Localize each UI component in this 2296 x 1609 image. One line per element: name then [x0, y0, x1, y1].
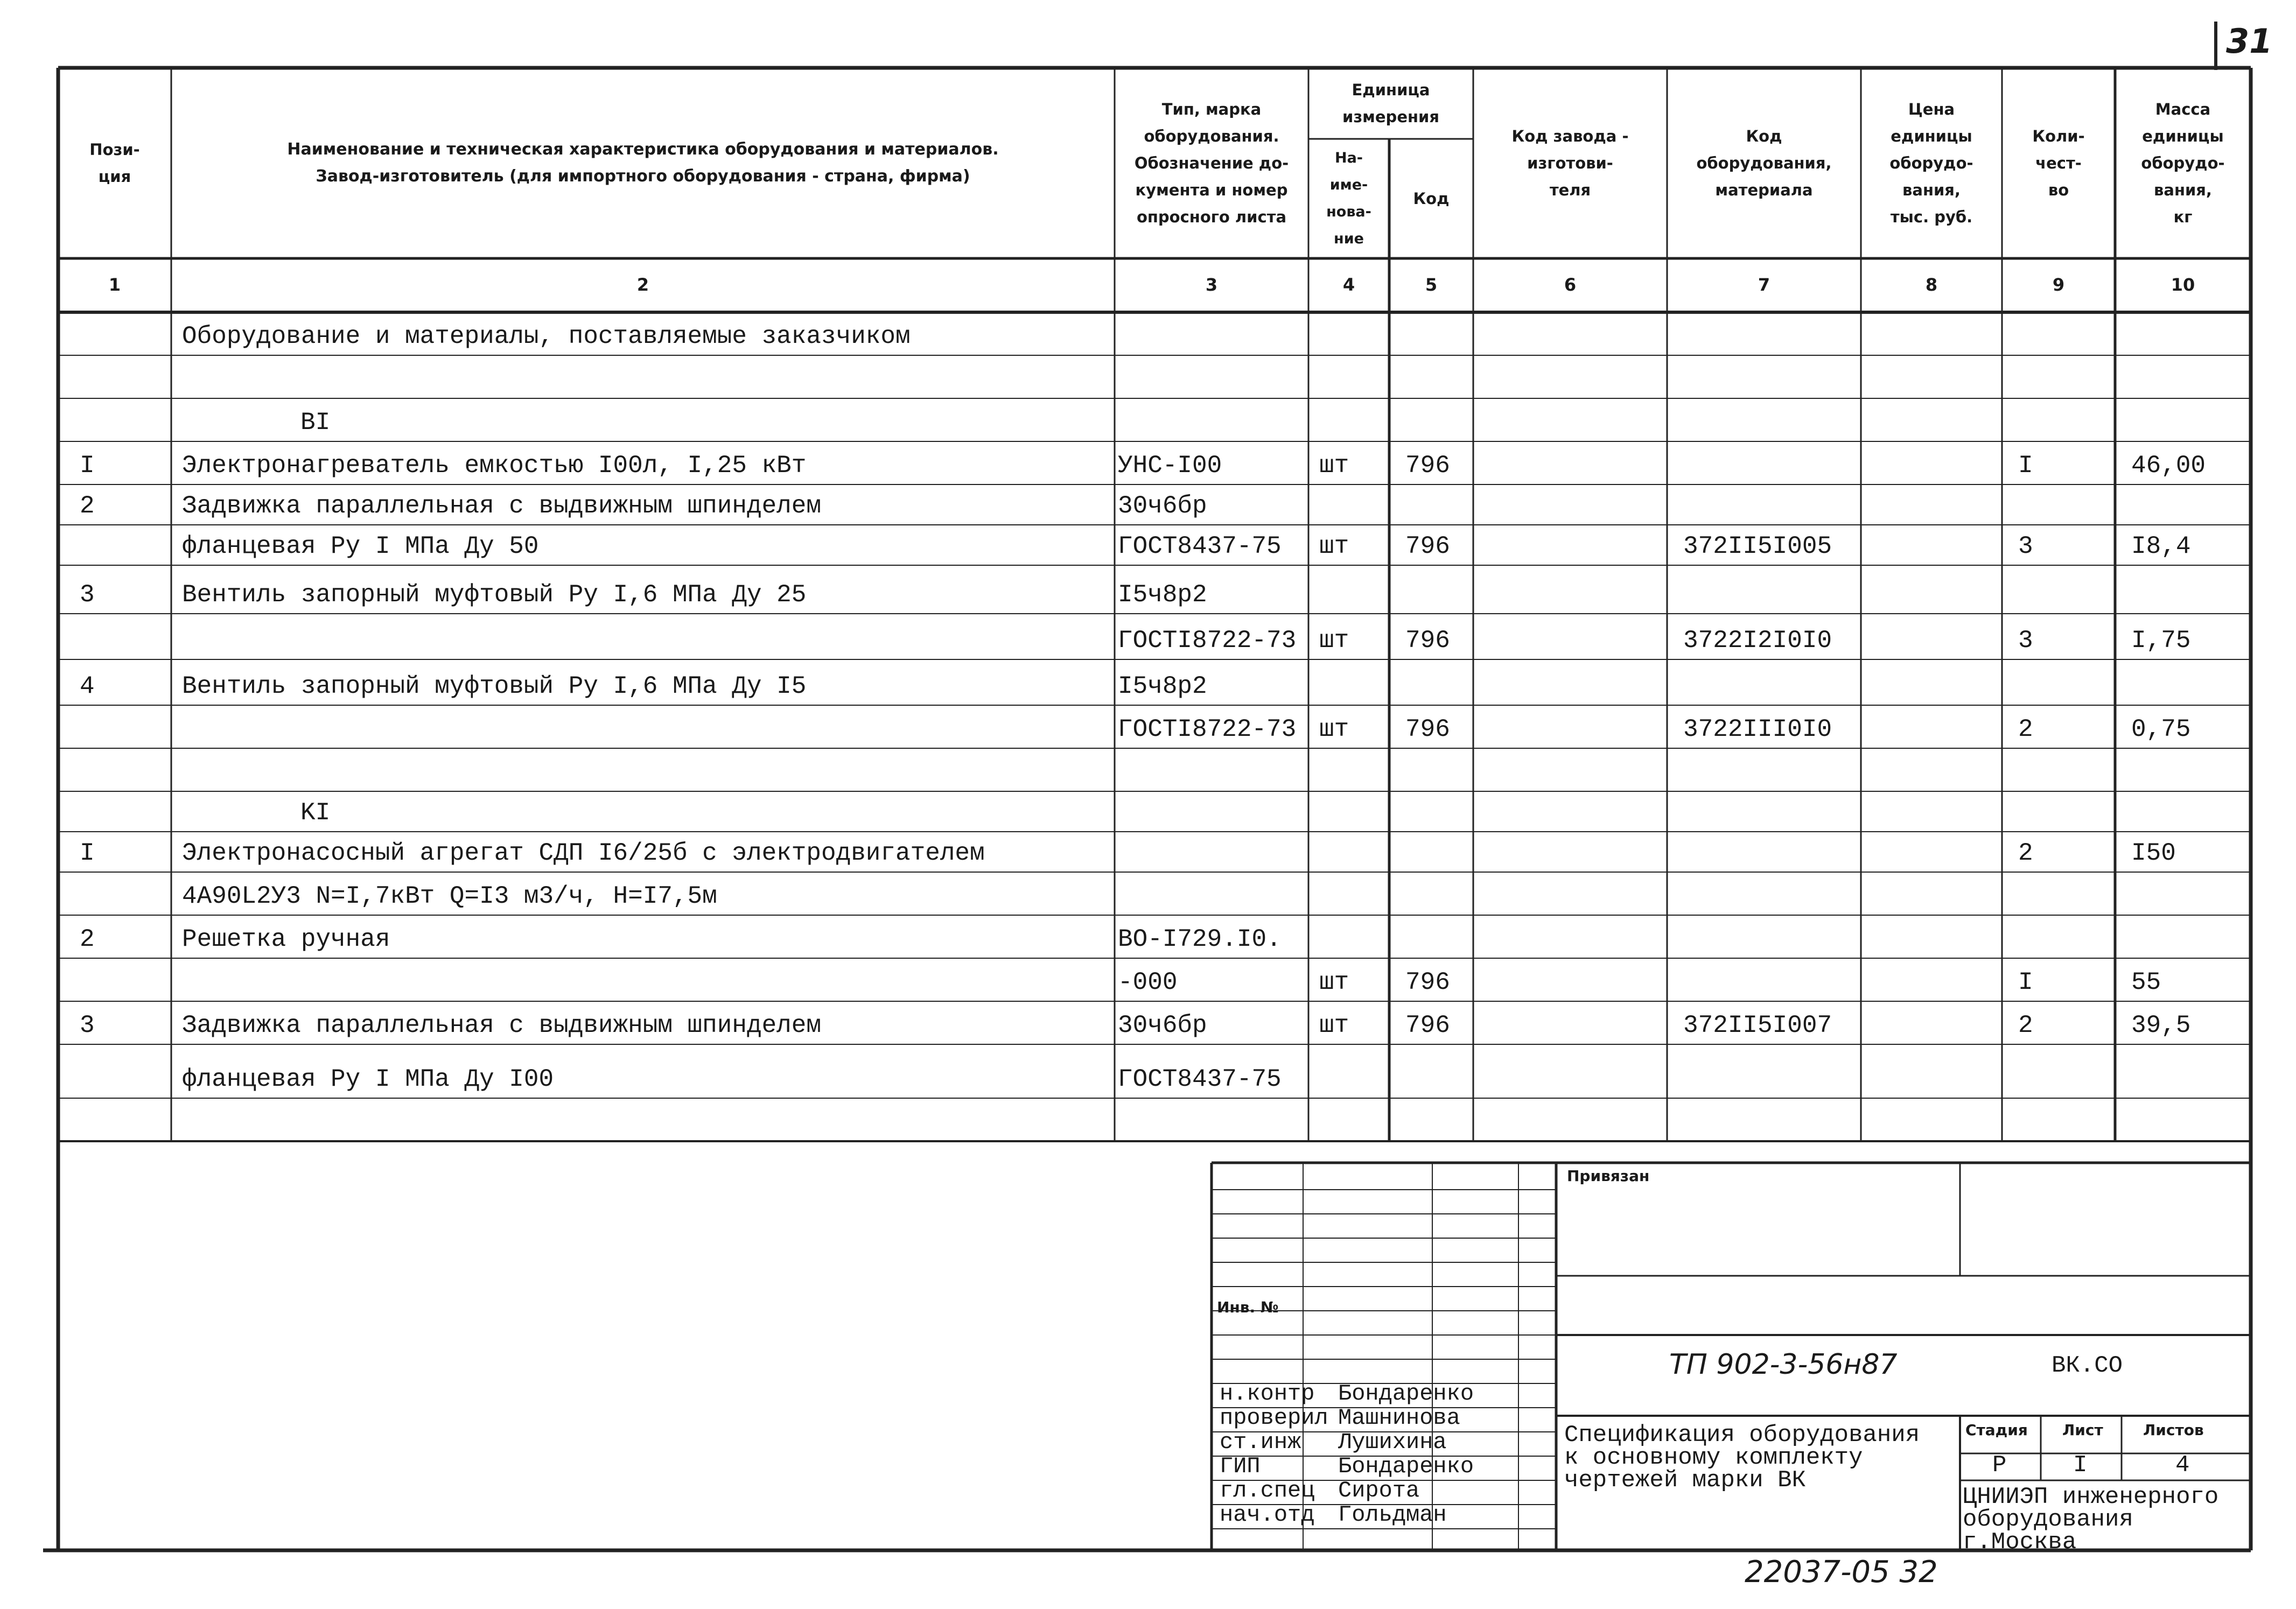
row-unit-code: 796	[1405, 452, 1450, 480]
row-type: ГОСТI8722-73	[1118, 627, 1297, 655]
row-mass: I,75	[2131, 627, 2191, 655]
column-number: 1	[108, 275, 121, 295]
row-position: 4	[80, 672, 95, 700]
sheets-value: 4	[2175, 1452, 2190, 1479]
row-mass: I50	[2131, 839, 2176, 867]
row-name: BI	[300, 409, 331, 437]
row-unit: шт	[1319, 532, 1349, 560]
row-type: 30ч6бр	[1118, 492, 1207, 520]
signer-name: Сирота	[1338, 1478, 1420, 1503]
row-name: Электронасосный агрегат СДП I6/25б с электродвигателем	[182, 839, 985, 867]
row-type: ГОСТ8437-75	[1118, 532, 1282, 560]
document-title: Спецификация оборудования к основному комплекту чертежей марки ВК	[1564, 1422, 1920, 1494]
column-number: 6	[1564, 275, 1577, 295]
signer-role: гл.спец	[1220, 1478, 1315, 1503]
row-name: KI	[300, 799, 331, 827]
header-unit-name: На- име- нова- ние	[1326, 150, 1371, 247]
row-name: Решетка ручная	[182, 925, 390, 953]
header-name: Наименование и техническая характеристика оборудования и материалов. Завод-изготовитель (для импортного оборудования - страна, фирма)	[287, 140, 999, 186]
row-unit: шт	[1319, 627, 1349, 655]
row-unit-code: 796	[1405, 532, 1450, 560]
row-name: Вентиль запорный муфтовый Ру I,6 МПа Ду 25	[182, 581, 807, 609]
row-quantity: 2	[2018, 715, 2033, 743]
column-number: 9	[2052, 275, 2065, 295]
row-quantity: 2	[2018, 839, 2033, 867]
row-unit-code: 796	[1405, 627, 1450, 655]
row-unit: шт	[1319, 968, 1349, 996]
row-unit: шт	[1319, 452, 1349, 480]
row-name: Вентиль запорный муфтовый Ру I,6 МПа Ду I5	[182, 672, 807, 700]
column-number: 5	[1425, 275, 1438, 295]
header-quantity: Коли- чест- во	[2032, 127, 2085, 199]
organization: ЦНИИЭП инженерного оборудования г.Москва	[1963, 1484, 2219, 1556]
header-position: Пози- ция	[89, 140, 140, 186]
signer-role: проверил	[1220, 1405, 1328, 1431]
row-quantity: I	[2018, 968, 2033, 996]
row-type: 30ч6бр	[1118, 1011, 1207, 1039]
row-name: Оборудование и материалы, поставляемые заказчиком	[182, 322, 911, 350]
row-unit-code: 796	[1405, 968, 1450, 996]
column-number: 2	[636, 275, 649, 295]
sheet-label: Лист	[2062, 1421, 2103, 1439]
sheets-label: Листов	[2143, 1421, 2204, 1439]
signer-name: Бондаренко	[1338, 1381, 1474, 1407]
column-number: 7	[1758, 275, 1770, 295]
row-equipment-code: 3722III0I0	[1683, 715, 1832, 743]
signer-name: Лушихина	[1338, 1429, 1447, 1455]
signer-role: ст.инж	[1220, 1429, 1301, 1455]
signer-role: нач.отд	[1220, 1502, 1315, 1528]
signer-role: ГИП	[1220, 1453, 1261, 1479]
row-name: Электронагреватель емкостью I00л, I,25 кВт	[182, 452, 807, 480]
row-unit-code: 796	[1405, 715, 1450, 743]
row-mass: 39,5	[2131, 1011, 2191, 1039]
row-unit: шт	[1319, 1011, 1349, 1039]
row-mass: 46,00	[2131, 452, 2206, 480]
row-mass: 0,75	[2131, 715, 2191, 743]
row-equipment-code: 372II5I007	[1683, 1011, 1832, 1039]
row-quantity: 3	[2018, 532, 2033, 560]
row-type: I5ч8р2	[1118, 581, 1207, 609]
stage-value: Р	[1992, 1452, 2007, 1479]
row-name: фланцевая Ру I МПа Ду I00	[182, 1065, 554, 1093]
row-position: 2	[80, 925, 95, 953]
signer-name: Гольдман	[1338, 1502, 1447, 1528]
row-name: Задвижка параллельная с выдвижным шпинделем	[182, 1011, 821, 1039]
header-unit: Единица измерения	[1342, 81, 1439, 126]
header-type: Тип, марка оборудования. Обозначение до- кумента и номер опросного листа	[1134, 100, 1289, 226]
privyazan-label: Привязан	[1567, 1167, 1650, 1185]
row-type: ГОСТI8722-73	[1118, 715, 1297, 743]
column-number: 4	[1342, 275, 1355, 295]
row-position: 3	[80, 581, 95, 609]
row-position: 2	[80, 492, 95, 520]
document-code: ТП 902-3-56н87	[1669, 1348, 1898, 1381]
row-type: I5ч8р2	[1118, 672, 1207, 700]
header-price: Цена единицы оборудо- вания, тыс. руб.	[1889, 100, 1973, 226]
footer-code: 22037-05 32	[1745, 1555, 1938, 1590]
row-name: Задвижка параллельная с выдвижным шпинделем	[182, 492, 821, 520]
header-unit-code: Код	[1413, 189, 1450, 208]
header-mass: Масса единицы оборудо- вания, кг	[2141, 100, 2225, 226]
signer-name: Бондаренко	[1338, 1453, 1474, 1479]
row-name: фланцевая Ру I МПа Ду 50	[182, 532, 539, 560]
row-unit: шт	[1319, 715, 1349, 743]
header-factory-code: Код завода - изготови- теля	[1511, 127, 1629, 199]
column-number: 3	[1205, 275, 1218, 295]
row-type: ВО-I729.I0.	[1118, 925, 1282, 953]
row-mass: I8,4	[2131, 532, 2191, 560]
header-equipment-code: Код оборудования, материала	[1696, 127, 1832, 199]
document-mark: ВК.СО	[2052, 1352, 2123, 1379]
row-unit-code: 796	[1405, 1011, 1450, 1039]
row-type: -000	[1118, 968, 1178, 996]
row-position: 3	[80, 1011, 95, 1039]
row-equipment-code: 3722I2I0I0	[1683, 627, 1832, 655]
signer-name: Машнинова	[1338, 1405, 1460, 1431]
row-equipment-code: 372II5I005	[1683, 532, 1832, 560]
row-quantity: I	[2018, 452, 2033, 480]
column-number: 10	[2171, 275, 2195, 295]
row-position: I	[80, 839, 95, 867]
page-number: 31	[2214, 22, 2263, 70]
signer-role: н.контр	[1220, 1381, 1315, 1407]
row-type: ГОСТ8437-75	[1118, 1065, 1282, 1093]
row-quantity: 3	[2018, 627, 2033, 655]
inventory-label: Инв. №	[1217, 1298, 1279, 1316]
row-type: УНС-I00	[1118, 452, 1222, 480]
stage-label: Стадия	[1965, 1421, 2028, 1439]
sheet-value: I	[2073, 1452, 2088, 1479]
row-name: 4А90L2У3 N=I,7кВт Q=I3 м3/ч, Н=I7,5м	[182, 882, 717, 910]
row-mass: 55	[2131, 968, 2161, 996]
column-number: 8	[1925, 275, 1938, 295]
row-quantity: 2	[2018, 1011, 2033, 1039]
row-position: I	[80, 452, 95, 480]
